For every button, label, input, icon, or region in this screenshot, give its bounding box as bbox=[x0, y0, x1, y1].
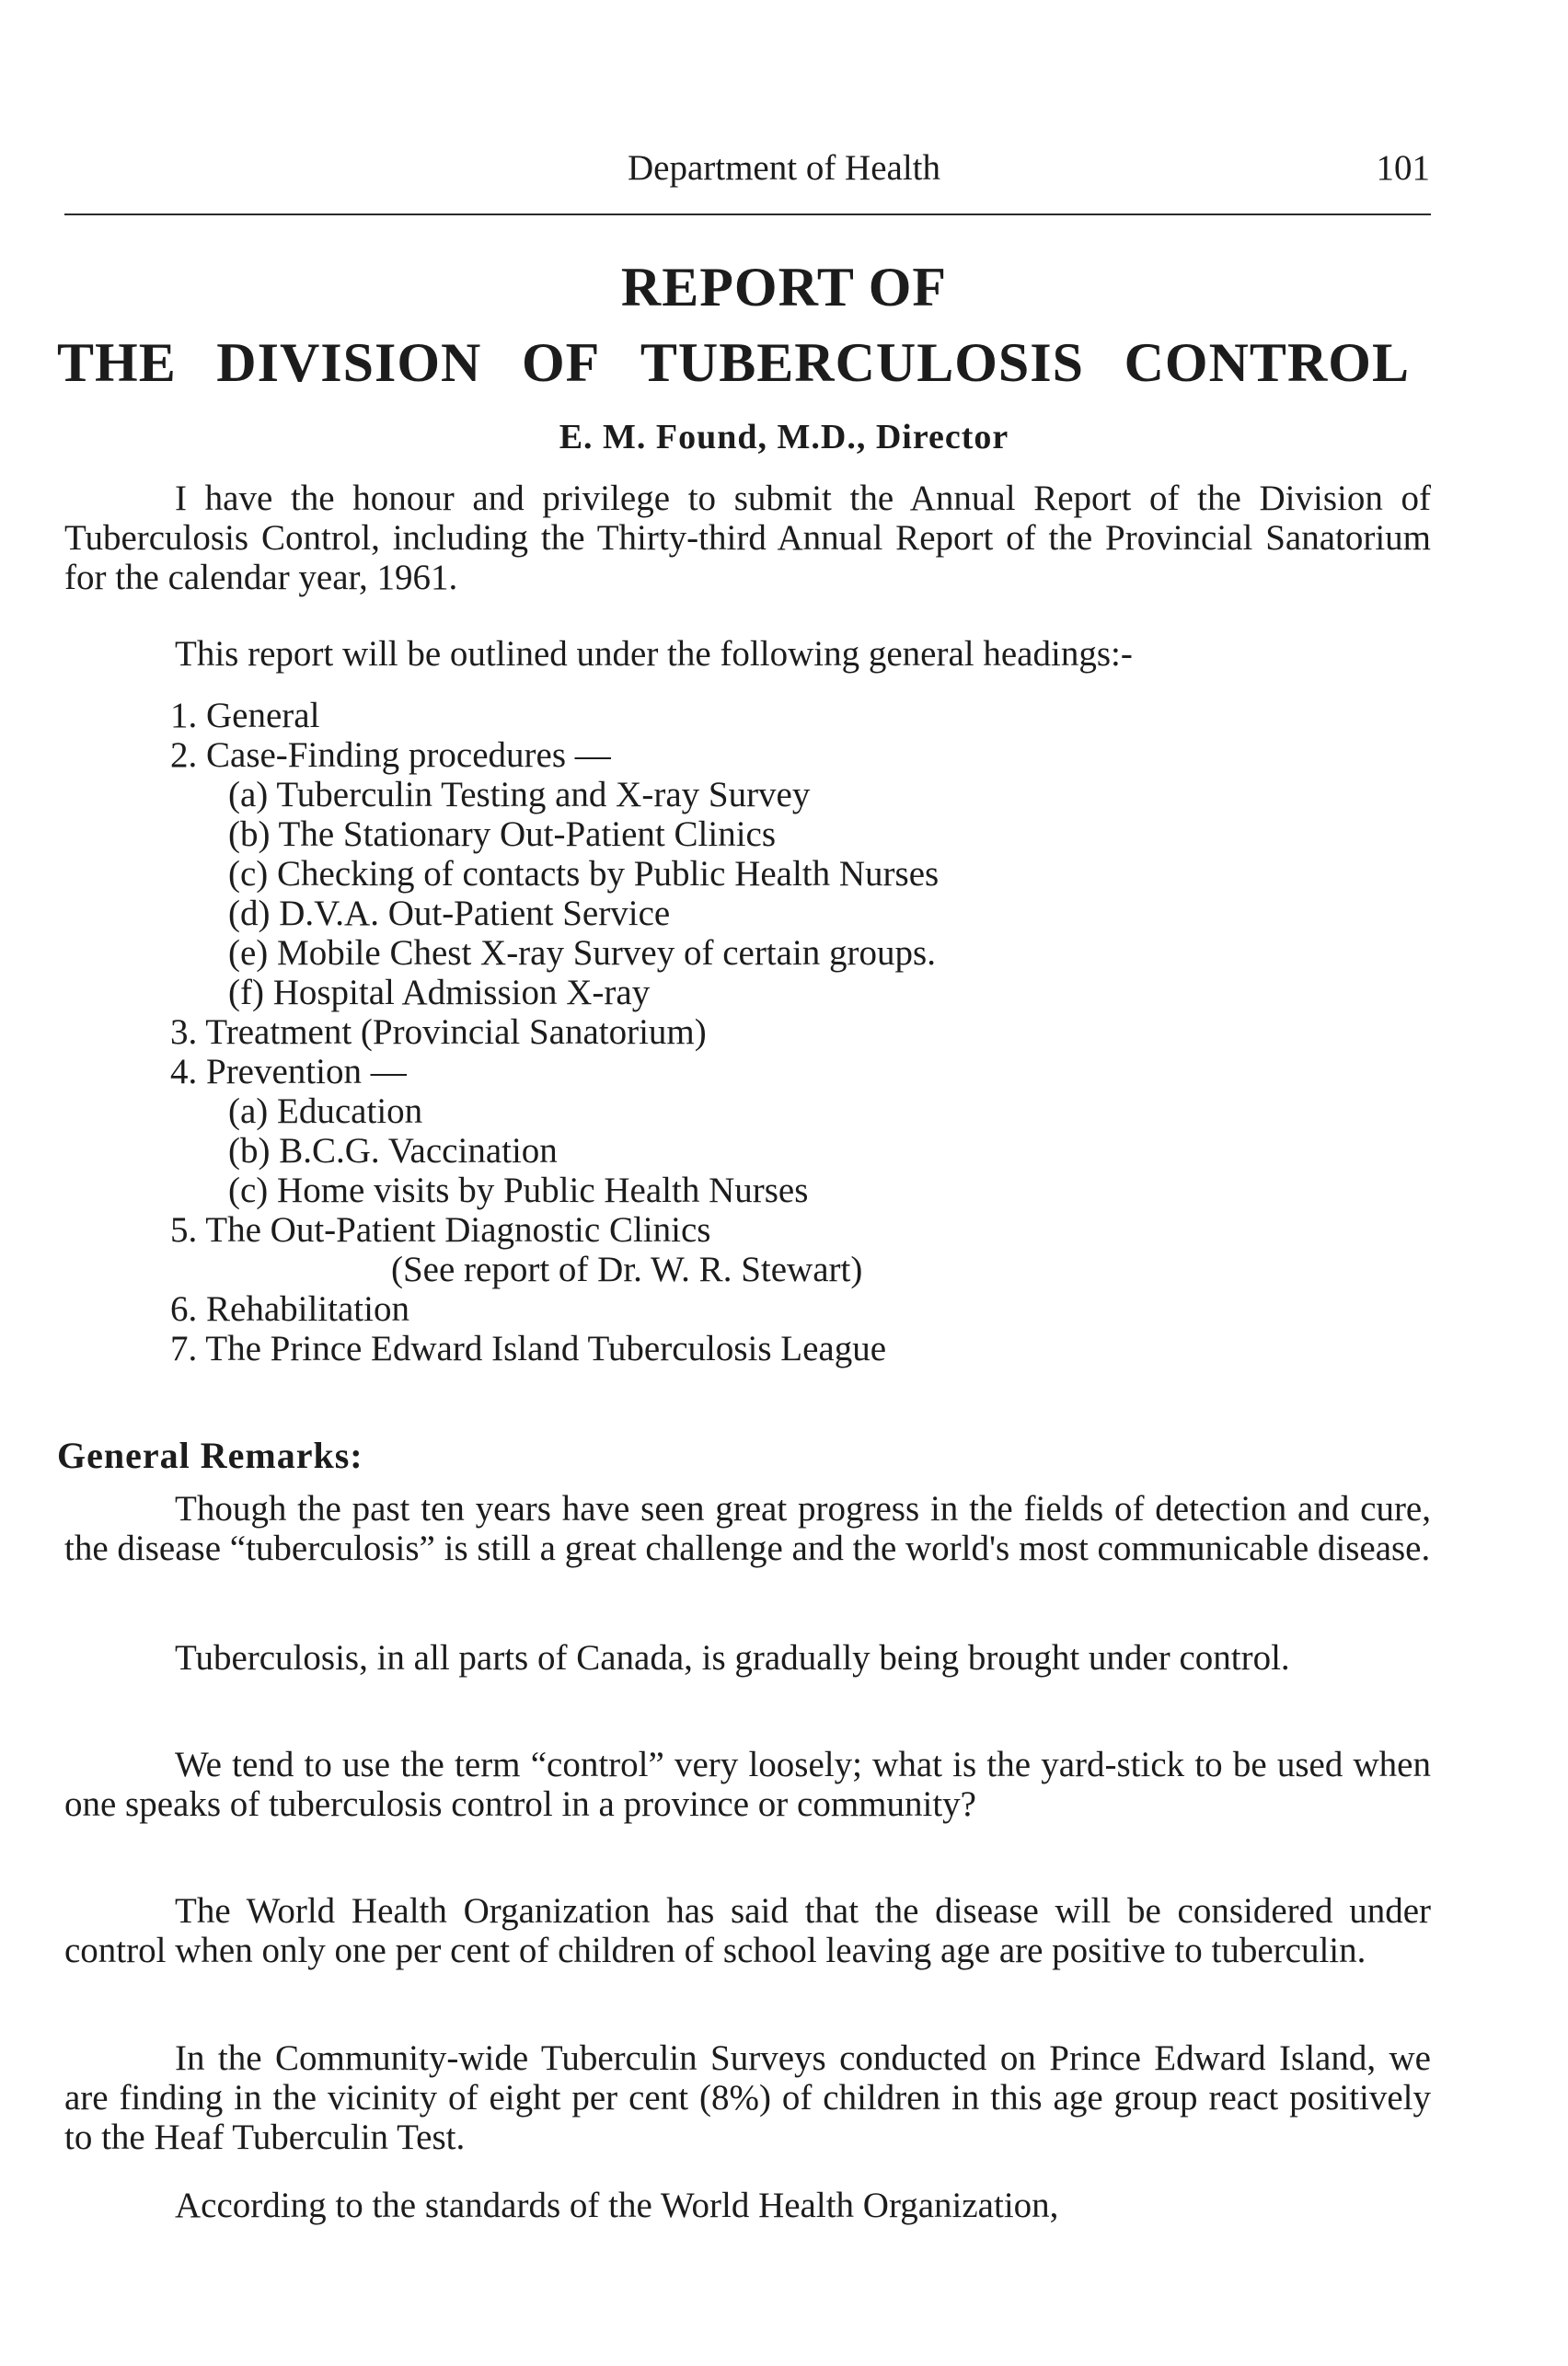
outline-subitem: (b) The Stationary Out-Patient Clinics bbox=[228, 814, 777, 854]
paragraph-text: The World Health Organization has said that the disease will be considered under control when only one per cent of children of school leaving age are positive to tuberculin. bbox=[64, 1891, 1431, 1970]
intro-text: I have the honour and privilege to submit the Annual Report of the Division of Tuberculosis Control, including the Thirty-third Annual Report of the Provincial Sanatorium for the calendar year, 1961. bbox=[64, 479, 1431, 597]
section-heading-general-remarks: General Remarks: bbox=[57, 1435, 363, 1476]
header-rule bbox=[64, 214, 1431, 215]
report-title-line1: REPORT OF bbox=[620, 257, 948, 317]
outline-item: 1. General bbox=[170, 696, 320, 735]
outline-item: 2. Case-Finding procedures — bbox=[170, 735, 611, 775]
author-line: E. M. Found, M.D., Director bbox=[559, 418, 1009, 456]
paragraph-text: In the Community-wide Tuberculin Surveys conducted on Prince Edward Island, we are finding in the vicinity of eight per cent (8%) of children in this age group react positively to the Heaf Tuberculin Test. bbox=[64, 2038, 1431, 2157]
running-title: Department of Health bbox=[627, 148, 941, 188]
paragraph-text: Though the past ten years have seen great progress in the fields of detection and cure, the disease “tuberculosis” is still a great challenge and the world's most communicable disease. bbox=[64, 1489, 1431, 1568]
remarks-paragraph bbox=[64, 1638, 1431, 1678]
outline-item: 4. Prevention — bbox=[170, 1052, 407, 1091]
remarks-paragraph bbox=[64, 2038, 1431, 2157]
remarks-paragraph bbox=[64, 1891, 1431, 1970]
outline-subitem: (e) Mobile Chest X-ray Survey of certain groups. bbox=[228, 933, 936, 973]
remarks-paragraph bbox=[64, 1489, 1431, 1568]
paragraph-text: We tend to use the term “control” very loosely; what is the yard-stick to be used when one speaks of tuberculosis control in a province or community? bbox=[64, 1745, 1431, 1824]
title-word: OF bbox=[521, 332, 601, 393]
outline-subitem: (a) Education bbox=[228, 1091, 423, 1131]
outline-subitem: (c) Checking of contacts by Public Health Nurses bbox=[228, 854, 940, 894]
page-header bbox=[0, 147, 1568, 202]
paragraph-text: Tuberculosis, in all parts of Canada, is gradually being brought under control. bbox=[175, 1638, 1290, 1678]
title-word: DIVISION bbox=[216, 332, 482, 393]
outline-subitem: (f) Hospital Admission X-ray bbox=[228, 973, 651, 1012]
intro-paragraph bbox=[64, 479, 1431, 597]
outline-subitem: (a) Tuberculin Testing and X-ray Survey bbox=[228, 775, 811, 814]
outline-item: 6. Rehabilitation bbox=[170, 1289, 409, 1329]
outline-intro-paragraph bbox=[64, 634, 1431, 674]
outline-subitem: (b) B.C.G. Vaccination bbox=[228, 1131, 558, 1171]
remarks-paragraph bbox=[64, 2186, 1431, 2225]
outline-item: 5. The Out-Patient Diagnostic Clinics bbox=[170, 1210, 711, 1250]
outline-subitem: (c) Home visits by Public Health Nurses bbox=[228, 1171, 809, 1210]
remarks-paragraph bbox=[64, 1745, 1431, 1824]
outline-note: (See report of Dr. W. R. Stewart) bbox=[391, 1250, 863, 1289]
outline-item: 7. The Prince Edward Island Tuberculosis League bbox=[170, 1329, 887, 1368]
title-word: THE bbox=[57, 332, 177, 393]
outline-item: 3. Treatment (Provincial Sanatorium) bbox=[170, 1012, 707, 1052]
paragraph-text: According to the standards of the World Health Organization, bbox=[175, 2186, 1059, 2225]
title-word: CONTROL bbox=[1124, 332, 1410, 393]
outline-intro-text: This report will be outlined under the following general headings:- bbox=[175, 634, 1133, 674]
title-word: TUBERCULOSIS bbox=[640, 332, 1085, 393]
outline-subitem: (d) D.V.A. Out-Patient Service bbox=[228, 894, 671, 933]
page-number: 101 bbox=[1376, 148, 1430, 188]
report-title-line2 bbox=[57, 331, 1410, 395]
